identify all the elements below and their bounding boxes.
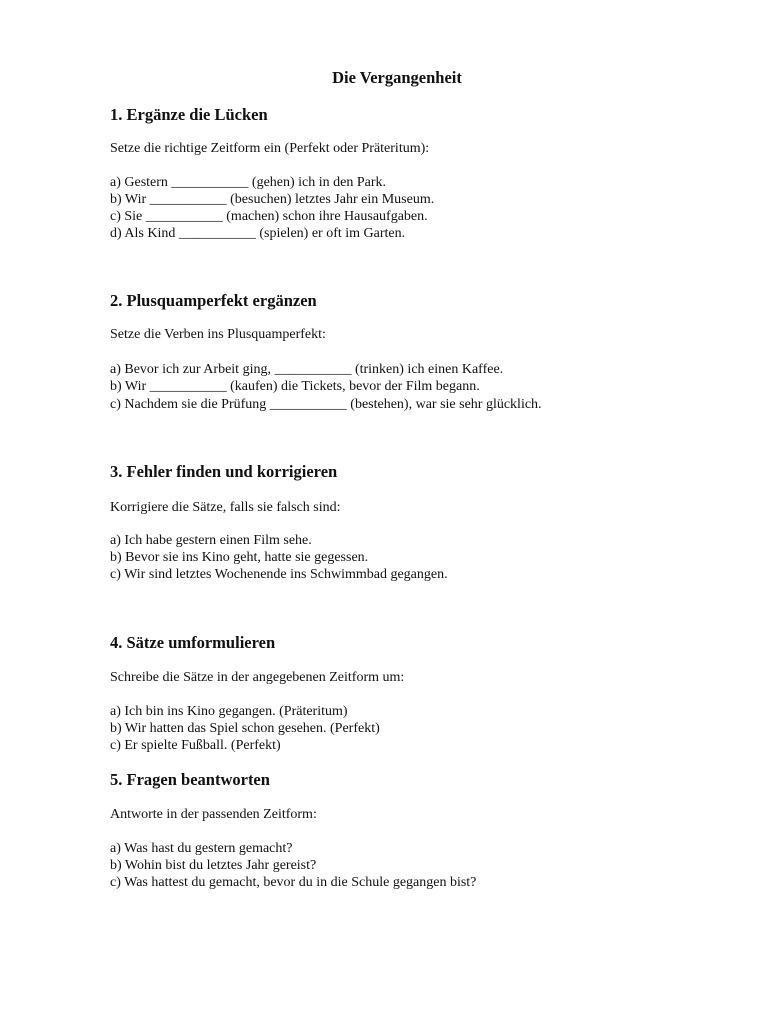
exercise-item: c) Wir sind letztes Wochenende ins Schwimmbad gegangen. <box>110 567 448 582</box>
exercise-item: b) Wir hatten das Spiel schon gesehen. (Perfekt) <box>110 721 380 736</box>
exercise-item: c) Sie ___________ (machen) schon ihre Hausaufgaben. <box>110 209 428 224</box>
section-heading: 1. Ergänze die Lücken <box>110 105 268 124</box>
exercise-item: b) Wir ___________ (kaufen) die Tickets, bevor der Film begann. <box>110 379 480 394</box>
document-title: Die Vergangenheit <box>332 68 462 87</box>
exercise-item: b) Wohin bist du letztes Jahr gereist? <box>110 858 317 873</box>
exercise-item: c) Was hattest du gemacht, bevor du in die Schule gegangen bist? <box>110 875 477 890</box>
exercise-item: a) Ich bin ins Kino gegangen. (Präteritum) <box>110 704 348 719</box>
section-instruction: Schreibe die Sätze in der angegebenen Zeitform um: <box>110 670 405 685</box>
exercise-item: a) Was hast du gestern gemacht? <box>110 841 293 856</box>
exercise-item: a) Ich habe gestern einen Film sehe. <box>110 533 312 548</box>
exercise-item: a) Gestern ___________ (gehen) ich in den Park. <box>110 175 387 190</box>
exercise-item: c) Nachdem sie die Prüfung ___________ (bestehen), war sie sehr glücklich. <box>110 397 542 412</box>
section-instruction: Korrigiere die Sätze, falls sie falsch sind: <box>110 500 341 515</box>
exercise-item: b) Bevor sie ins Kino geht, hatte sie gegessen. <box>110 550 369 565</box>
section-heading: 5. Fragen beantworten <box>110 770 270 789</box>
exercise-item: a) Bevor ich zur Arbeit ging, ___________ (trinken) ich einen Kaffee. <box>110 362 504 377</box>
section-heading: 4. Sätze umformulieren <box>110 633 276 652</box>
section-instruction: Antworte in der passenden Zeitform: <box>110 807 317 822</box>
exercise-item: d) Als Kind ___________ (spielen) er oft im Garten. <box>110 226 406 241</box>
exercise-item: c) Er spielte Fußball. (Perfekt) <box>110 738 281 753</box>
section-instruction: Setze die richtige Zeitform ein (Perfekt oder Präteritum): <box>110 141 430 156</box>
section-heading: 3. Fehler finden und korrigieren <box>110 462 338 481</box>
exercise-item: b) Wir ___________ (besuchen) letztes Jahr ein Museum. <box>110 192 435 207</box>
section-instruction: Setze die Verben ins Plusquamperfekt: <box>110 327 326 342</box>
section-heading: 2. Plusquamperfekt ergänzen <box>110 291 317 310</box>
